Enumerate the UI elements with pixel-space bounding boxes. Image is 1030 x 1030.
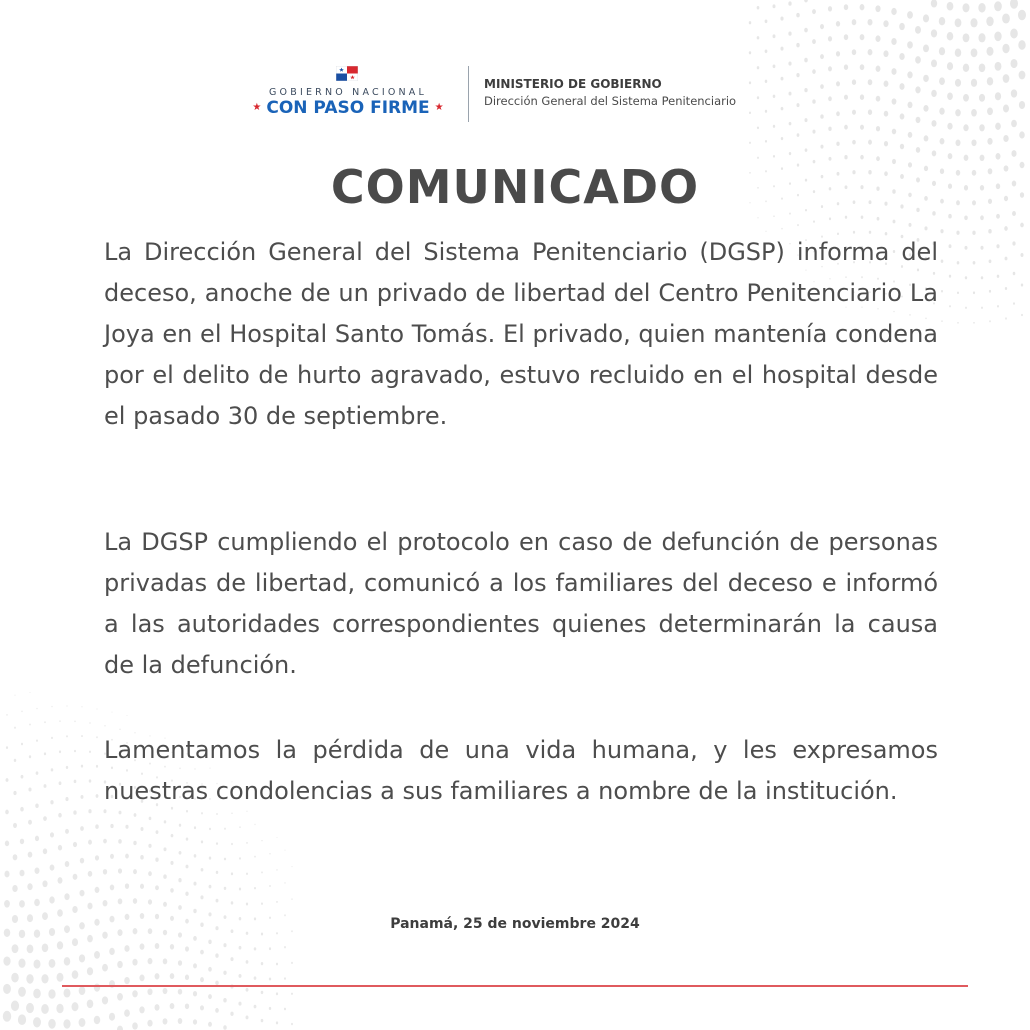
paragraph-2: La DGSP cumpliendo el protocolo en caso de defunción de personas privadas de libertad, comunicó a los familiares del deceso e informó a las autoridades correspondientes quienes determinarán la causa de la defunción. — [104, 528, 938, 679]
ministry-title: MINISTERIO DE GOBIERNO — [484, 77, 662, 91]
logo-line1: GOBIERNO NACIONAL — [268, 87, 427, 98]
date-line: Panamá, 25 de noviembre 2024 — [390, 916, 640, 932]
panama-flag-icon — [336, 66, 358, 81]
header-logos — [240, 62, 800, 126]
logo-line2 — [240, 98, 456, 118]
logo-line2-text: CON PASO FIRME — [266, 98, 430, 118]
star-icon: ★ — [434, 102, 444, 113]
ministry-subtitle: Dirección General del Sistema Penitenciario — [484, 94, 737, 108]
government-logo — [240, 62, 456, 126]
header-divider — [468, 66, 469, 122]
star-icon: ★ — [252, 102, 262, 113]
paragraph-1: La Dirección General del Sistema Penitenciario (DGSP) informa del deceso, anoche de un privado de libertad del Centro Penitenciario La Joya en el Hospital Santo Tomás. El privado, quien mantenía condena por el delito de hurto agravado, estuvo recluido en el hospital desde el pasado 30 de septiembre. — [104, 238, 938, 430]
footer-divider — [62, 985, 968, 987]
ministry-block — [484, 76, 804, 110]
page-title: COMUNICADO — [330, 160, 700, 214]
paragraph-3: Lamentamos la pérdida de una vida humana, y les expresamos nuestras condolencias a sus familiares a nombre de la institución. — [104, 736, 938, 805]
